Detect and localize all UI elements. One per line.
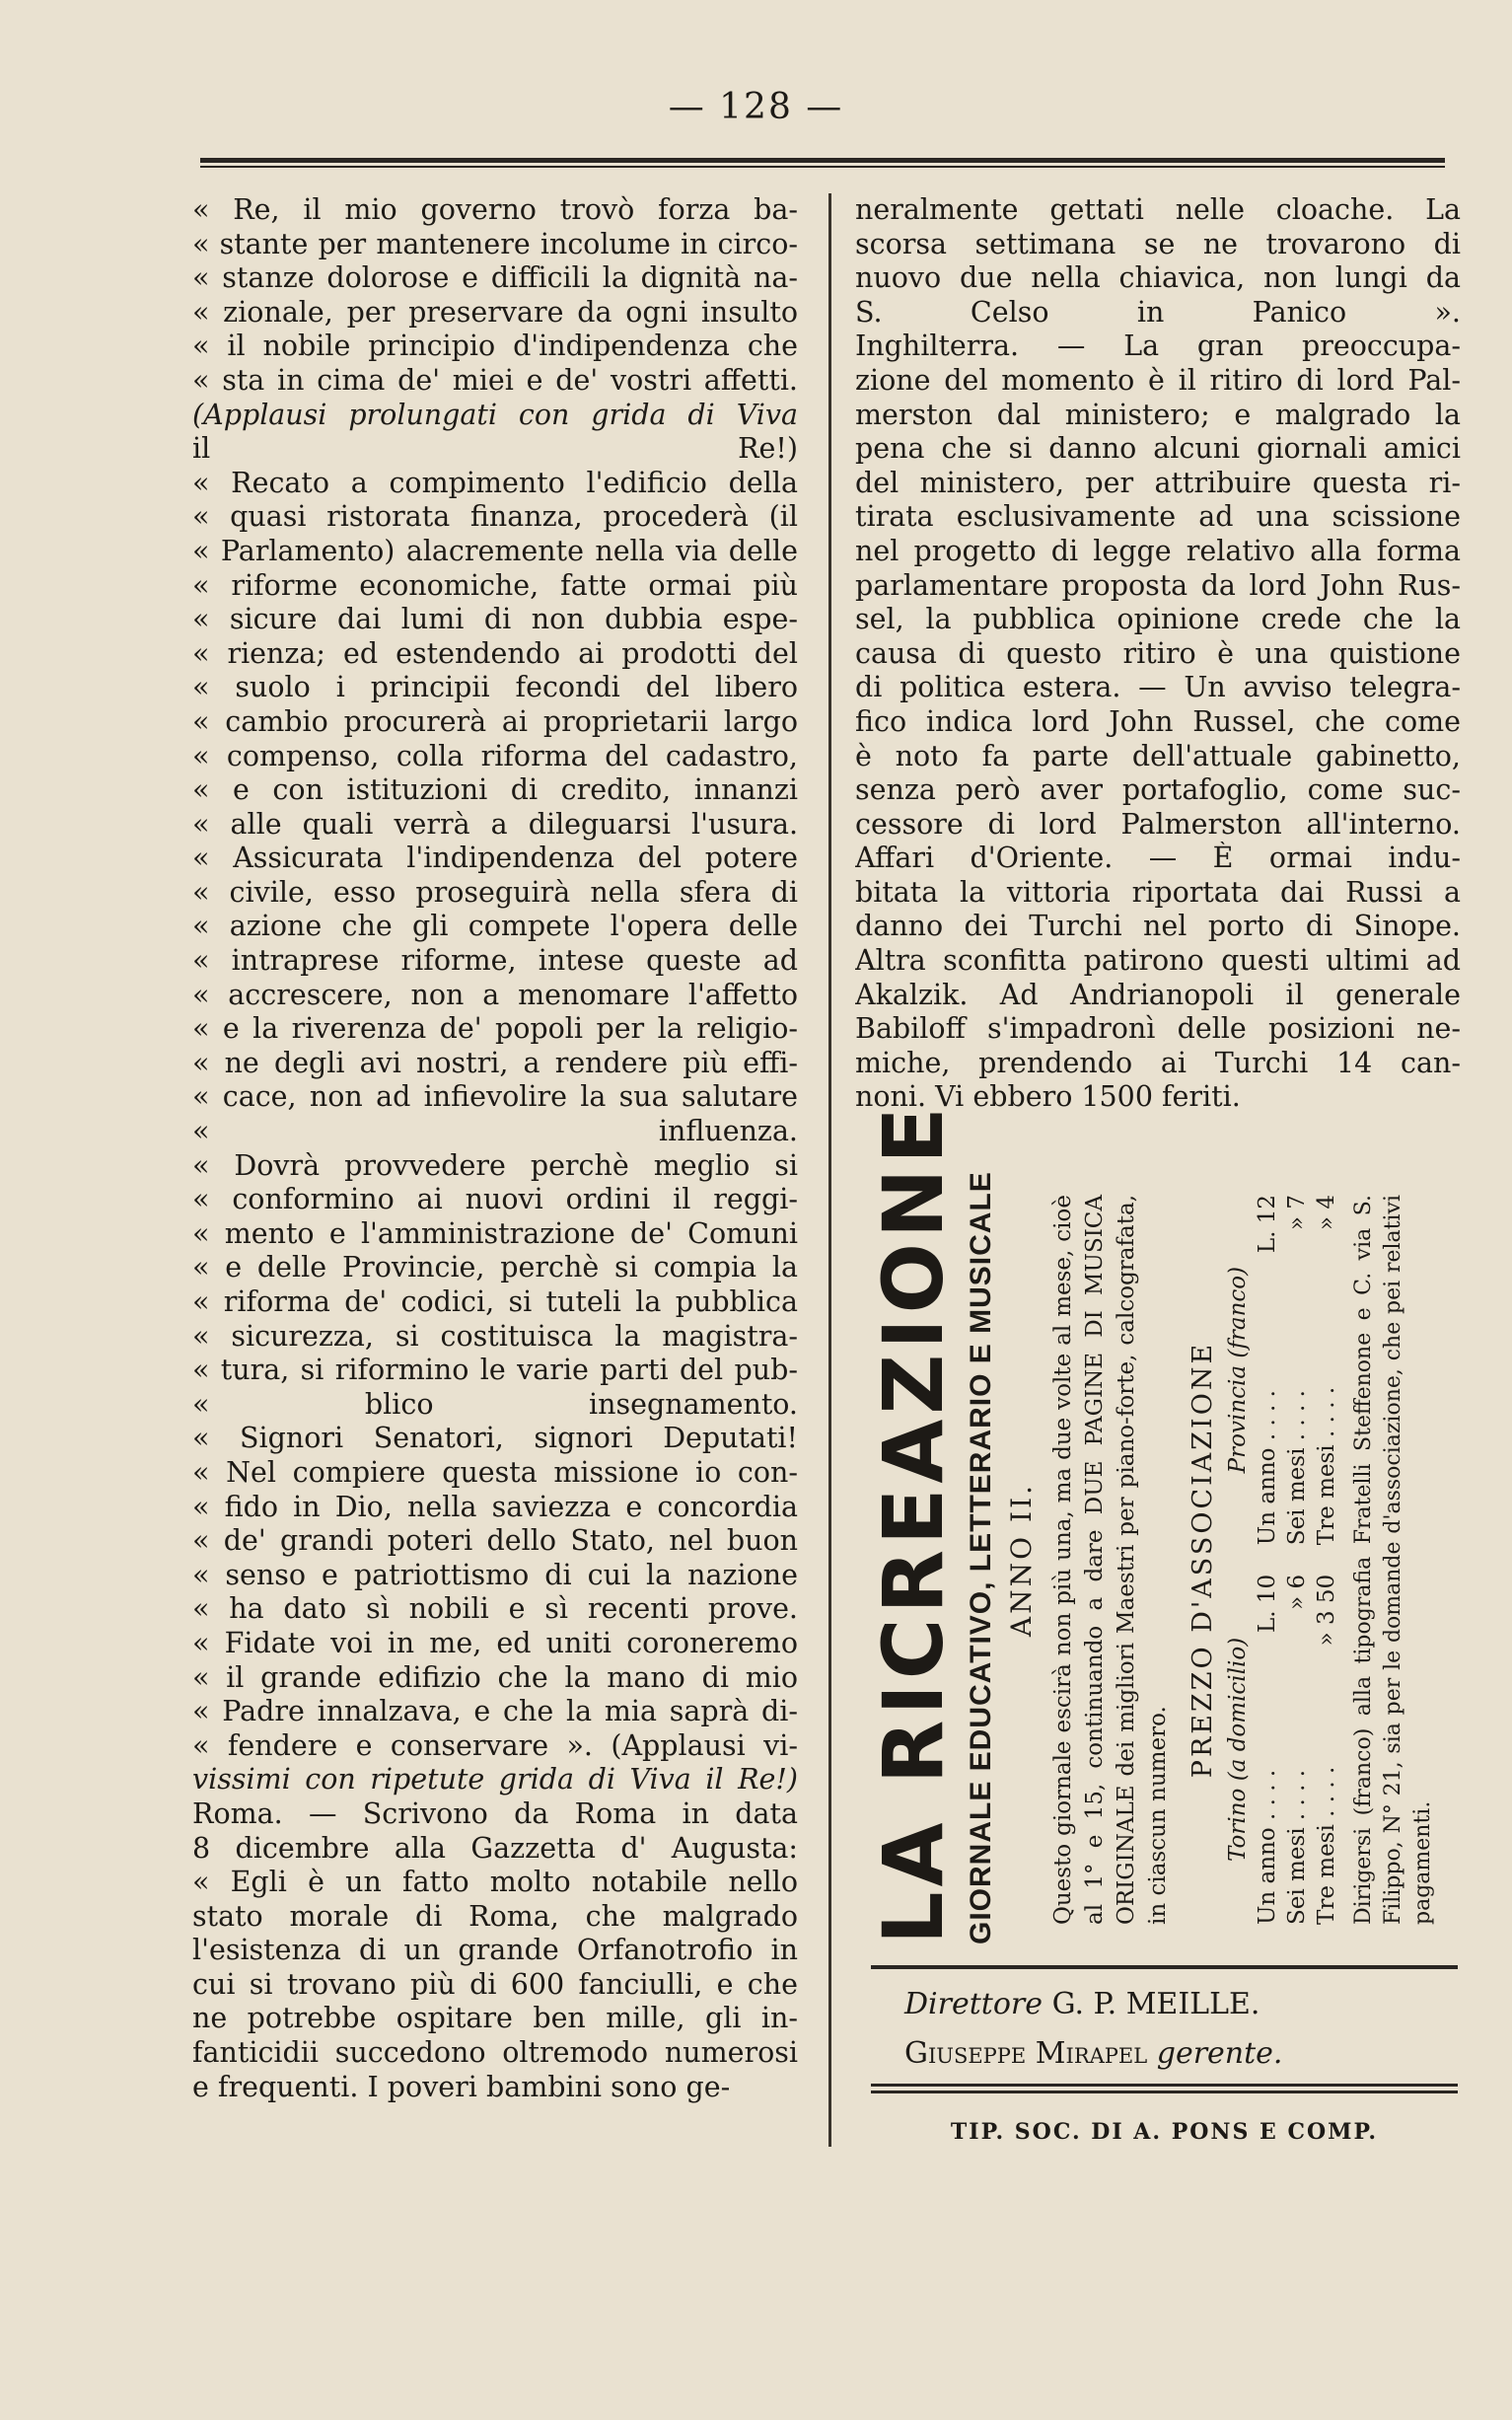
text-line: (Applausi prolungati con grida di Viva [192, 398, 798, 431]
text-line: « e con istituzioni di credito, innanzi [192, 773, 798, 807]
text-line: « ne degli avi nostri, a rendere più effi- [192, 1046, 798, 1079]
text-line: pena che si danno alcuni giornali amici [855, 432, 1461, 466]
text-line: senza però aver portafoglio, come suc- [855, 773, 1461, 807]
provincia-heading: Provincia (franco) [1225, 1266, 1251, 1474]
advert-anno: ANNO II. [1005, 1482, 1038, 1638]
text-line: « influenza. [192, 1115, 798, 1148]
text-line: « sta in cima de' miei e de' vostri affetti. [192, 363, 798, 397]
text-line: « blico insegnamento. [192, 1387, 798, 1421]
text-line: « Nel compiere questa missione io con- [192, 1455, 798, 1489]
left-column [192, 193, 798, 2104]
text-line: « e delle Provincie, perchè si compia la [192, 1251, 798, 1284]
advert-bottom-rule [871, 1965, 1458, 1969]
advert-description: Questo giornale escirà non più una, ma due volte al mese, cioè al 1° e 15, continuando a dare DUE PAGINE DI MUSICA ORIGINALE dei migliori Maestri per piano-forte, calcografata, in ciascun numero. [1050, 1195, 1171, 1925]
text-line: 8 dicembre alla Gazzetta d' Augusta: [192, 1831, 798, 1865]
text-line: di politica estera. — Un avviso telegra- [855, 671, 1461, 704]
text-line: Affari d'Oriente. — È ormai indu- [855, 842, 1461, 875]
torino-prices [1223, 1575, 1341, 1925]
text-line: Babiloff s'impadronì delle posizioni ne- [855, 1012, 1461, 1046]
provincia-prices [1223, 1195, 1341, 1545]
direttore-label: Direttore [904, 1987, 1044, 2021]
price-row: Un anno . . . . L. 12 [1255, 1195, 1280, 1546]
text-line: « sicure dai lumi di non dubbia espe- [192, 603, 798, 636]
gerente-name: Giuseppe Mirapel [904, 2036, 1148, 2071]
text-line: « intraprese riforme, intese queste ad [192, 944, 798, 978]
text-line: Roma. — Scrivono da Roma in data [192, 1797, 798, 1830]
text-line: « Egli è un fatto molto notabile nello [192, 1866, 798, 1899]
text-line: nel progetto di legge relativo alla forma [855, 534, 1461, 567]
text-line: « Parlamento) alacremente nella via delle [192, 534, 798, 567]
text-line: « ha dato sì nobili e sì recenti prove. [192, 1592, 798, 1626]
text-line: « Recato a compimento l'edificio della [192, 466, 798, 499]
text-line: « conformino ai nuovi ordini il reggi- [192, 1183, 798, 1216]
text-line: sel, la pubblica opinione crede che la [855, 603, 1461, 636]
text-line: fico indica lord John Russel, che come [855, 704, 1461, 738]
direttore-line [904, 1985, 1457, 2024]
advert-price-heading: PREZZO D'ASSOCIAZIONE [1188, 1341, 1218, 1779]
column-divider [828, 193, 831, 2147]
text-line: « cambio procurerà ai proprietarii largo [192, 704, 798, 738]
text-line: zione del momento è il ritiro di lord Pal- [855, 363, 1461, 397]
gerente-label: gerente. [1156, 2036, 1283, 2071]
text-line: del ministero, per attribuire questa ri- [855, 466, 1461, 499]
text-line: « stante per mantenere incolume in circo- [192, 227, 798, 260]
ricreazione-advert [865, 1102, 1458, 1949]
advert-price-table [1223, 1195, 1341, 1925]
direttore-name: G. P. MEILLE. [1051, 1987, 1260, 2021]
text-line: « Signori Senatori, signori Deputati! [192, 1422, 798, 1455]
text-line: « riforma de' codici, si tuteli la pubblica [192, 1285, 798, 1318]
text-line: « civile, esso proseguirà nella sfera di [192, 875, 798, 909]
text-line: scorsa settimana se ne trovarono di [855, 227, 1461, 260]
text-line: « e la riverenza de' popoli per la religio- [192, 1012, 798, 1046]
text-line: Inghilterra. — La gran preoccupa- [855, 330, 1461, 363]
text-line: « cace, non ad infievolire la sua salutare [192, 1080, 798, 1114]
text-line: « riforme economiche, fatte ormai più [192, 568, 798, 602]
text-line: « sicurezza, si costituisca la magistra- [192, 1319, 798, 1353]
text-line: causa di questo ritiro è una quistione [855, 636, 1461, 670]
text-line: « tura, si riformino le varie parti del pub- [192, 1354, 798, 1387]
text-line: « Dovrà provvedere perchè meglio si [192, 1148, 798, 1182]
text-line: nuovo due nella chiavica, non lungi da [855, 261, 1461, 295]
text-line: « suolo i principii fecondi del libero [192, 671, 798, 704]
text-line: « mento e l'amministrazione de' Comuni [192, 1216, 798, 1250]
text-line: « Re, il mio governo trovò forza ba- [192, 193, 798, 226]
price-row: Sei mesi . . . . » 6 [1284, 1574, 1310, 1925]
text-line: « quasi ristorata finanza, procederà (il [192, 500, 798, 534]
text-line: noni. Vi ebbero 1500 feriti. [855, 1080, 1241, 1114]
text-line: « alle quali verrà a dileguarsi l'usura. [192, 807, 798, 841]
text-line: fanticidii succedono oltremodo numerosi [192, 2036, 798, 2070]
text-line: « il grande edifizio che la mano di mio [192, 1660, 798, 1694]
price-row: Tre mesi . . . . » 3 50 [1314, 1574, 1339, 1925]
text-line: « accrescere, non a menomare l'affetto [192, 978, 798, 1011]
text-line: e frequenti. I poveri bambini sono ge- [192, 2070, 731, 2103]
text-line: « senso e patriottismo di cui la nazione [192, 1558, 798, 1591]
text-line: danno dei Turchi nel porto di Sinope. [855, 910, 1461, 943]
advert-rotated-block [865, 1102, 1458, 1944]
text-line: è noto fa parte dell'attuale gabinetto, [855, 739, 1461, 772]
text-line: « Padre innalzava, e che la mia saprà di- [192, 1695, 798, 1728]
text-line: vissimi con ripetute grida di Viva il Re!) [192, 1763, 798, 1797]
text-line: « stanze dolorose e difficili la dignità na- [192, 261, 798, 295]
text-line: merston dal ministero; e malgrado la [855, 398, 1461, 431]
advert-subtitle: GIORNALE EDUCATIVO, LETTERARIO E MUSICALE [965, 1171, 997, 1944]
text-line: « azione che gli compete l'opera delle [192, 910, 798, 943]
text-line: ne potrebbe ospitare ben mille, gli in- [192, 2002, 798, 2035]
text-line: il Re!) [192, 432, 798, 466]
text-line: « Assicurata l'indipendenza del potere [192, 842, 798, 875]
printer-credit: TIP. SOC. DI A. PONS E COMP. [950, 2119, 1379, 2145]
text-line: cui si trovano più di 600 fanciulli, e che [192, 1967, 798, 2001]
text-line: S. Celso in Panico ». [855, 295, 1461, 329]
text-line: neralmente gettati nelle cloache. La [855, 193, 1461, 226]
text-line: « il nobile principio d'indipendenza che [192, 330, 798, 363]
text-line: l'esistenza di un grande Orfanotrofio in [192, 1934, 798, 1967]
text-line: « zionale, per preservare da ogni insulto [192, 295, 798, 329]
gerente-line [904, 2034, 1457, 2074]
text-line: miche, prendendo ai Turchi 14 can- [855, 1046, 1461, 1079]
text-line: Akalzik. Ad Andrianopoli il generale [855, 978, 1461, 1011]
text-line: « fendere e conservare ». (Applausi vi- [192, 1728, 798, 1762]
advert-address: Dirigersi (franco) alla tipografia Fratelli Steffenone e C. via S. Filippo, N° 21, sia per le domande d'associazione, che pei relativi pagamenti. [1351, 1195, 1435, 1925]
text-line: « rienza; ed estendendo ai prodotti del [192, 636, 798, 670]
right-column [855, 193, 1461, 1115]
text-line: « fido in Dio, nella saviezza e concordia [192, 1490, 798, 1523]
text-line: parlamentare proposta da lord John Rus- [855, 568, 1461, 602]
torino-heading: Torino (a domicilio) [1225, 1637, 1251, 1863]
price-row: Tre mesi . . . . » 4 [1314, 1195, 1339, 1546]
header-rule [200, 158, 1445, 168]
text-line: « Fidate voi in me, ed uniti coroneremo [192, 1626, 798, 1659]
credits-rule [871, 2084, 1458, 2093]
text-line: stato morale di Roma, che malgrado [192, 1899, 798, 1933]
text-line: « de' grandi poteri dello Stato, nel buon [192, 1524, 798, 1558]
advert-title: LA RICREAZIONE [865, 1102, 962, 1944]
text-line: « compenso, colla riforma del cadastro, [192, 739, 798, 772]
text-line: cessore di lord Palmerston all'interno. [855, 807, 1461, 841]
page-number: — 128 — [668, 87, 844, 127]
text-line: tirata esclusivamente ad una scissione [855, 500, 1461, 534]
text-line: bitata la vittoria riportata dai Russi a [855, 875, 1461, 909]
price-row: Un anno . . . . L. 10 [1255, 1574, 1280, 1925]
text-line: Altra sconfitta patirono questi ultimi ad [855, 944, 1461, 978]
price-row: Sei mesi . . . . » 7 [1284, 1195, 1310, 1546]
